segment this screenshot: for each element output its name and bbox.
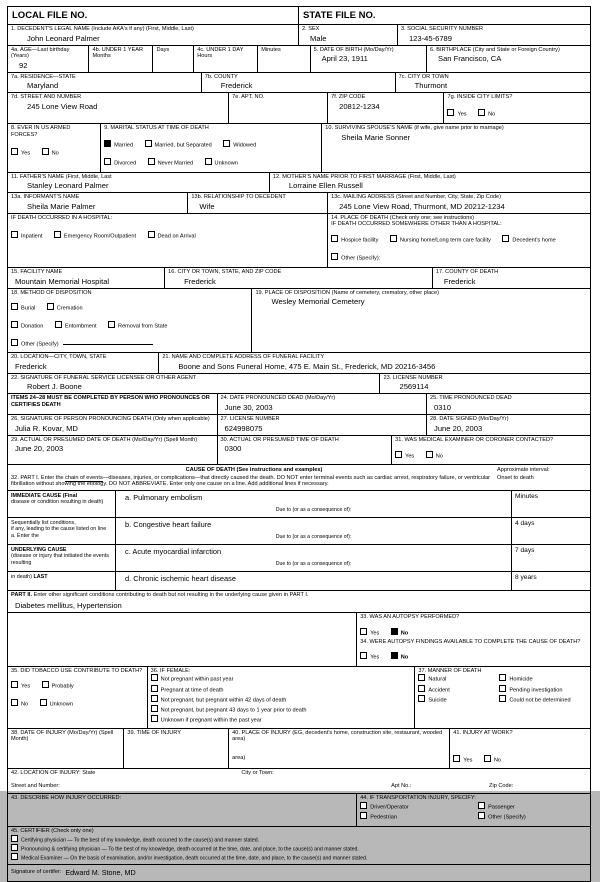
cause-a-entry[interactable]: a. Pulmonary embolism Due to (or as a consequence of): [116,491,512,517]
checkbox-icon[interactable] [418,695,425,702]
checkbox-icon[interactable] [205,158,212,165]
field-residence-county[interactable]: 7b. COUNTY Frederick [202,73,396,93]
disp-cremation-option[interactable]: Cremation [47,303,83,313]
row-actual-death [8,436,590,466]
checkbox-icon[interactable] [391,652,398,659]
ssn-value: 123-45-6789 [408,33,453,43]
field-actual-date-of-death[interactable]: 29. ACTUAL OR PRESUMED DATE OF DEATH (Mo/Day/Yr) (Spell Month) June 20, 2003 [8,436,218,465]
injury-work-yes-option[interactable]: Yes [453,755,472,765]
transport-passenger-option[interactable]: Passenger [478,802,587,812]
checkbox-icon[interactable] [151,705,158,712]
field-residence-city[interactable]: 7c. CITY OR TOWN Thurmont [398,73,449,91]
field-birthplace[interactable]: 6. BIRTHPLACE (City and State or Foreign Country) San Francisco, CA [427,46,590,72]
row-informant [8,193,590,214]
row-part-ii [8,591,590,614]
certifier-physician-option[interactable]: Certifying physician — To the best of my knowledge, death occurred to the cause(s) and manner stated. [11,835,587,844]
checkbox-icon[interactable] [360,812,367,819]
field-place-of-injury[interactable]: 40. PLACE OF INJURY (EG, decedent's home, construction site, restaurant, wooded area) area) [229,729,450,769]
field-date-of-injury[interactable]: 38. DATE OF INJURY (Mo/Day/Yr) (Spell Month) [8,729,124,769]
field-ssn[interactable]: 3. SOCIAL SECURITY NUMBER 123-45-6789 [398,25,590,45]
field-zip-code[interactable]: 7f. ZIP CODE 20812-1234 [328,93,444,123]
marital-widowed-option[interactable]: Widowed [223,140,256,150]
field-method-of-disposition[interactable]: 18. METHOD OF DISPOSITION Burial Cremation Donation Entombment Removal from State Other (Specify) [8,289,252,353]
checkbox-icon[interactable] [11,853,18,860]
row-street-apt-zip [8,93,590,124]
field-actual-time-of-death[interactable]: 30. ACTUAL OR PRESUMED TIME OF DEATH 0300 [218,436,393,465]
checkbox-icon[interactable] [11,844,18,851]
injury-work-no-option[interactable]: No [484,755,501,765]
place-of-injury-area-label: area) [232,754,246,761]
autopsy-no-option[interactable]: No [391,628,408,638]
row-facility [8,268,590,289]
checkbox-icon[interactable] [148,231,155,238]
marital-divorced-option[interactable]: Divorced [104,158,136,168]
pod-home-option[interactable]: Decedent's home [502,235,555,245]
cause-b-label: Sequentially list conditions, if any, leading to the cause listed on line a. Enter the [8,518,116,544]
autopsy-yes-option[interactable]: Yes [360,628,379,638]
marital-never-married-option[interactable]: Never Married [148,158,193,168]
checkbox-icon[interactable] [11,303,18,310]
checkbox-icon[interactable] [360,628,367,635]
female-pregnant-42-option[interactable]: Not pregnant, but pregnant within 42 days of death [151,695,412,705]
autopsy-findings-no-option[interactable]: No [391,652,408,662]
checkbox-icon[interactable] [499,674,506,681]
cause-d-label: in death) LAST [8,572,116,590]
checkbox-icon[interactable] [223,140,230,147]
field-tobacco[interactable]: 35. DID TOBACCO USE CONTRIBUTE TO DEATH? Yes Probably No Unknown [8,667,148,728]
field-facility-name[interactable]: 15. FACILITY NAME Mountain Memorial Hospital [8,268,165,288]
sex-value: Male [310,33,327,43]
row-parents [8,173,590,194]
part2-value: Diabetes mellitus, Hypertension [15,601,122,611]
part1-instructions: 32. PART I. Enter the chain of events—diseases, injuries, or complications—that directly caused the death. DO NOT enter terminal events such as cardiac arrest, respiratory failure, or ventricular fibrillation without showing the etiology. DO NOT ABBREVIATE. Enter only one cause on a line. Add additional lines if necessary. [11,474,491,488]
field-street-number[interactable]: 7d. STREET AND NUMBER 245 Lone View Road [8,93,229,123]
pod-inpatient-option[interactable]: Inpatient [11,231,42,241]
part2-label: PART II. Enter other significant conditions contributing to death but not resulting in the underlying cause given in PART I. [11,591,309,598]
field-part-ii[interactable] [8,591,590,613]
tobacco-unknown-option[interactable]: Unknown [40,699,73,709]
checkbox-icon[interactable] [42,681,49,688]
field-under-1-day-minutes[interactable]: Minutes [258,46,310,72]
row-name-sex-ssn [8,25,590,46]
disp-removal-option[interactable]: Removal from State [108,321,167,331]
checkbox-icon[interactable] [360,802,367,809]
female-unknown-option[interactable]: Unknown if pregnant within the past year [151,715,412,725]
field-date-of-birth[interactable]: 5. DATE OF BIRTH (Mo/Day/Yr) April 23, 1911 [311,46,427,72]
checkbox-icon[interactable] [11,148,18,155]
form-header-row [8,7,590,25]
cause-row-c [8,545,590,572]
field-time-of-injury[interactable]: 39. TIME OF INJURY [124,729,229,769]
field-transportation-injury[interactable]: 44. IF TRANSPORTATION INJURY, SPECIFY: Driver/Operator Pedestrian Passenger Other (Specify) [357,794,590,826]
marital-married-option[interactable]: Married [104,140,133,150]
checkbox-icon[interactable] [148,158,155,165]
field-funeral-facility[interactable]: 21. NAME AND COMPLETE ADDRESS OF FUNERAL FACILITY Boone and Sons Funeral Home, 475 E. Main St., Frederick, MD 20216-3456 [162,354,436,371]
row-cause-header [8,465,590,491]
field-marital-status[interactable]: 9. MARITAL STATUS AT TIME OF DEATH Married Married, but Separated Widowed Divorced Never Married Unknown [101,124,322,172]
autopsy-findings-yes-option[interactable]: Yes [360,652,379,662]
field-age[interactable]: 4a. AGE—Last birthday (Years) 92 [8,46,89,72]
cause-c-label: UNDERLYING CAUSE (disease or injury that initiated the events resulting [8,545,116,571]
field-place-of-disposition[interactable]: 19. PLACE OF DISPOSITION (Name of cemetery, crematory, other place) Wesley Memorial Cemetery [255,289,439,307]
row-place-of-death [8,214,590,268]
cause-d-interval: 8 years [515,573,537,581]
row-armed-forces-marital-spouse [8,124,590,173]
row-injury [8,729,590,770]
certifier-medical-examiner-option[interactable]: Medical Examiner — On the basis of examination, and/or investigation, death occurred at the time, date, and place, to the cause(s) and manner stated. [11,853,587,862]
field-pronouncing-license[interactable]: 27. LICENSE NUMBER 624998075 [218,415,428,435]
checkbox-icon[interactable] [11,231,18,238]
certifier-signature-value: Edward M. Stone, MD [65,867,136,877]
pod-hospice-option[interactable]: Hospice facility [331,235,378,245]
armed-forces-yes-option[interactable]: Yes [11,148,30,158]
checkbox-icon[interactable] [11,681,18,688]
cause-c-value: c. Acute myocardial infarction [125,546,222,556]
field-residence-state[interactable]: 7a. RESIDENCE—STATE Maryland [8,73,202,93]
row-pronouncing-signature [8,415,590,436]
field-under-1-year-months[interactable]: 4b. UNDER 1 YEAR Months [89,46,153,72]
me-yes-option[interactable]: Yes [395,451,414,461]
field-date-pronounced[interactable]: 24. DATE PRONOUNCED DEAD (Mo/Day/Yr) June 30, 2003 [218,394,428,414]
row-tobacco-female-manner [8,667,590,729]
certifier-pronouncing-option[interactable]: Pronouncing & certifying physician — To the best of my knowledge, death occurred at the time, date, and place, to the cause(s) and manner stated. [11,844,587,853]
field-date-signed[interactable]: 28. DATE SIGNED (Mo/Day/Yr) June 20, 2003 [430,415,509,433]
checkbox-icon[interactable] [478,802,485,809]
row-certifier-signature [8,865,590,881]
state-file-no-label: STATE FILE NO. [303,10,376,21]
manner-natural-option[interactable]: Natural [418,674,499,684]
field-informant-name[interactable]: 13a. INFORMANT'S NAME Sheila Marie Palmer [8,193,188,213]
disp-entombment-option[interactable]: Entombment [55,321,97,331]
tobacco-probably-option[interactable]: Probably [42,681,74,691]
field-mother-name[interactable]: 12. MOTHER'S NAME PRIOR TO FIRST MARRIAGE (First, Middle, Last) Lorraine Ellen Russell [272,173,456,191]
field-place-of-death-other[interactable]: 14. PLACE OF DEATH (Check only one; see instructions) IF DEATH OCCURRED SOMEWHERE OTHER THAN A HOSPITAL: Hospice facility Nursing home/Long term care facility Decedent's home Other (Specify): [331,214,556,262]
field-autopsy[interactable]: 33. WAS AN AUTOPSY PERFORMED? Yes No 34. WERE AUTOPSY FINDINGS AVAILABLE TO COMPLETE THE CAUSE OF DEATH? Yes No [360,614,581,661]
inside-city-yes-option[interactable]: Yes [447,109,466,119]
transport-pedestrian-option[interactable]: Pedestrian [360,812,478,822]
field-facility-city[interactable]: 16. CITY OR TOWN, STATE, AND ZIP CODE Frederick [165,268,433,288]
cause-a-value: a. Pulmonary embolism [125,492,203,502]
field-certifier[interactable]: 45. CERTIFIER (Check only one) Certifying physician — To the best of my knowledge, death occurred to the cause(s) and manner stated. Pronouncing & certifying physician — To the best of my knowledge, death occurred at the time, date, and place, to the cause(s) and manner stated. Medical Examiner — On the basis of examination, and/or investigation, death occurred at the time, date, and place, to the cause(s) and manner stated. [8,827,590,863]
local-file-no-label: LOCAL FILE NO. [8,7,299,24]
field-armed-forces[interactable]: 8. EVER IN US ARMED FORCES? Yes No [8,124,101,172]
field-under-1-day-hours[interactable]: 4c. UNDER 1 DAY Hours [194,46,258,72]
checkbox-icon[interactable] [11,339,18,346]
marital-separated-option[interactable]: Married, but Separated [145,140,212,150]
checkbox-icon[interactable] [390,235,397,242]
checkbox-icon[interactable] [499,685,506,692]
row-pronounced [8,394,590,415]
field-location-of-injury[interactable]: 42. LOCATION OF INJURY: State City or Town: Street and Number: Apt No.: Zip Code: [11,770,514,789]
checkbox-icon[interactable] [151,695,158,702]
checkbox-icon[interactable] [395,451,402,458]
items-24-28-label: ITEMS 24–28 MUST BE COMPLETED BY PERSON WHO PRONOUNCES OR CERTIFIES DEATH [8,394,218,414]
row-age-dob-birthplace [8,46,590,73]
autopsy-spacer [8,613,357,665]
armed-forces-no-option[interactable]: No [42,148,59,158]
field-under-1-year-days[interactable]: Days [153,46,194,72]
field-inside-city-limits[interactable]: 7g. INSIDE CITY LIMITS? Yes No [447,94,513,118]
pod-er-option[interactable]: Emergency Room/Outpatient [54,231,136,241]
female-pregnant-43-option[interactable]: Not pregnant, but pregnant 43 days to 1 year prior to death [151,705,412,715]
checkbox-icon[interactable] [478,812,485,819]
checkbox-icon[interactable] [145,140,152,147]
field-certifier-signature[interactable]: Signature of certifer: Edward M. Stone, MD [11,867,136,877]
birthplace-value: San Francisco, CA [438,54,502,64]
checkbox-icon[interactable] [40,699,47,706]
field-apt-no[interactable]: 7e. APT. NO. [229,93,328,123]
transport-driver-option[interactable]: Driver/Operator [360,802,478,812]
disp-other-option[interactable]: Other (Specify) [11,339,153,349]
me-no-option[interactable]: No [426,451,443,461]
field-county-of-death[interactable]: 17. COUNTY OF DEATH Frederick [435,268,499,286]
manner-homicide-option[interactable]: Homicide [499,674,587,684]
checkbox-icon[interactable] [11,321,18,328]
checkbox-icon[interactable] [418,685,425,692]
row-funeral-licensee [8,374,590,395]
field-time-pronounced[interactable]: 25. TIME PRONOUNCED DEAD 0310 [430,395,512,412]
inside-city-no-option[interactable]: No [478,109,495,119]
checkbox-icon[interactable] [55,321,62,328]
manner-accident-option[interactable]: Accident [418,685,499,695]
field-manner-of-death[interactable]: 37. MANNER OF DEATH Natural Accident Suicide Homicide Pending investigation Could not be determined [415,667,590,728]
cause-b-entry[interactable]: b. Congestive heart failure Due to (or as a consequence of): [116,518,512,544]
checkbox-icon[interactable] [151,715,158,722]
field-pronouncing-signature[interactable]: 26. SIGNATURE OF PERSON PRONOUNCING DEATH (Only when applicable) Julia R. Kovar, MD [8,415,218,435]
pod-nursing-option[interactable]: Nursing home/Long term care facility [390,235,491,245]
disp-burial-option[interactable]: Burial [11,303,35,313]
field-describe-injury[interactable]: 43. DESCRIBE HOW INJURY OCCURRED: [8,794,357,826]
row-autopsy [8,613,590,666]
field-father-name[interactable]: 11. FATHER'S NAME (First, Middle, Last Stanley Leonard Palmer [8,173,270,193]
field-decedent-name[interactable]: 1. DECEDENT'S LEGAL NAME (Include AKA's if any) (First, Middle, Last) John Leonard Palmer [8,25,299,45]
cause-row-d [8,572,590,591]
cause-d-value: d. Chronic ischemic heart disease [125,573,236,583]
certificate-form [7,6,591,882]
cause-row-a [8,491,590,518]
checkbox-icon[interactable] [151,685,158,692]
row-how-injury-occurred [8,794,590,827]
female-not-pregnant-option[interactable]: Not pregnant within past year [151,674,412,684]
row-residence [8,73,590,94]
manner-suicide-option[interactable]: Suicide [418,695,499,705]
checkbox-icon[interactable] [104,158,111,165]
checkbox-icon[interactable] [426,451,433,458]
field-injury-at-work[interactable]: 41. INJURY AT WORK? Yes No [453,729,513,764]
transport-other-option[interactable]: Other (Specify) [478,812,587,822]
marital-unknown-option[interactable]: Unknown [205,158,238,168]
checkbox-icon[interactable] [418,674,425,681]
cause-a-interval: Minutes [515,492,539,500]
cause-a-label: IMMEDIATE CAUSE (Final disease or condition resulting in death) [8,491,116,517]
checkbox-icon[interactable] [453,755,460,762]
checkbox-icon[interactable] [151,674,158,681]
field-surviving-spouse[interactable]: 10. SURVIVING SPOUSE'S NAME (if wife, give name prior to marriage) Sheila Marie Sonner [325,124,504,142]
cause-c-interval: 7 days [515,546,535,554]
age-value: 92 [19,60,28,70]
cause-of-death-header: CAUSE OF DEATH (See instructions and examples) Approximate interval: 32. PART I. Enter the chain of events—diseases, injuries, or complications—that directly caused the death. DO NOT enter terminal events such as cardiac arrest, respiratory failure, or ventricular fibrillation without showing the etiology. DO NOT ABBREVIATE. Enter only one cause on a line. Add additional lines if necessary. Onset to death [11,467,550,488]
row-disposition-location [8,353,590,374]
field-license-number[interactable]: 23. LICENSE NUMBER 2569114 [383,374,443,392]
checkbox-icon[interactable] [391,628,398,635]
checkbox-icon[interactable] [502,235,509,242]
field-medical-examiner-contacted[interactable]: 31. WAS MEDICAL EXAMINER OR CORONER CONTACTED? Yes No [395,436,554,460]
checkbox-icon[interactable] [484,755,491,762]
cause-row-b [8,518,590,545]
checkbox-icon[interactable] [42,148,49,155]
manner-undetermined-option[interactable]: Could not be determined [499,695,587,705]
field-informant-relationship[interactable]: 13b. RELATIONSHIP TO DECEDENT Wife [188,193,328,213]
checkbox-icon[interactable] [447,109,454,116]
field-place-of-death-hospital[interactable]: IF DEATH OCCURRED IN A HOSPITAL: Inpatient Emergency Room/Outpatient Dead on Arrival [8,214,328,267]
decedent-name-value: John Leonard Palmer [27,33,100,43]
field-funeral-signature[interactable]: 22. SIGNATURE OF FUNERAL SERVICE LICENSEE OR OTHER AGENT Robert J. Boone [8,374,380,394]
tobacco-yes-option[interactable]: Yes [11,681,30,691]
pod-doa-option[interactable]: Dead on Arrival [148,231,196,241]
checkbox-icon[interactable] [54,231,61,238]
manner-pending-option[interactable]: Pending investigation [499,685,587,695]
checkbox-icon[interactable] [104,140,111,147]
field-sex[interactable]: 2. SEX Male [299,25,398,45]
cause-c-entry[interactable]: c. Acute myocardial infarction Due to (or as a consequence of): [116,545,512,571]
checkbox-icon[interactable] [11,835,18,842]
checkbox-icon[interactable] [108,321,115,328]
female-pregnant-option[interactable]: Pregnant at time of death [151,685,412,695]
cause-b-interval: 4 days [515,519,535,527]
checkbox-icon[interactable] [331,235,338,242]
tobacco-no-option[interactable]: No [11,699,28,709]
checkbox-icon[interactable] [47,303,54,310]
checkbox-icon[interactable] [478,109,485,116]
field-if-female[interactable]: 36. IF FEMALE: Not pregnant within past year Pregnant at time of death Not pregnant, but pregnant within 42 days of death Not pregnant, but pregnant 43 days to 1 year prior to death Unknown if pregnant within the past year [148,667,416,728]
pod-other-option[interactable]: Other (Specify): [331,253,380,263]
checkbox-icon[interactable] [11,699,18,706]
checkbox-icon[interactable] [331,253,338,260]
checkbox-icon[interactable] [360,652,367,659]
field-disposition-location[interactable]: 20. LOCATION—CITY, TOWN, STATE Frederick [8,353,159,373]
checkbox-icon[interactable] [499,695,506,702]
row-disposition [8,289,590,354]
cause-b-value: b. Congestive heart failure [125,519,212,529]
dob-value: April 23, 1911 [321,54,368,64]
field-informant-address[interactable]: 13c. MAILING ADDRESS (Street and Number, City, State, Zip Code) 245 Lone View Road, Thurmont, MD 20212-1234 [331,194,505,211]
disp-donation-option[interactable]: Donation [11,321,43,331]
cause-d-entry[interactable] [116,572,512,590]
row-certifier [8,827,590,864]
